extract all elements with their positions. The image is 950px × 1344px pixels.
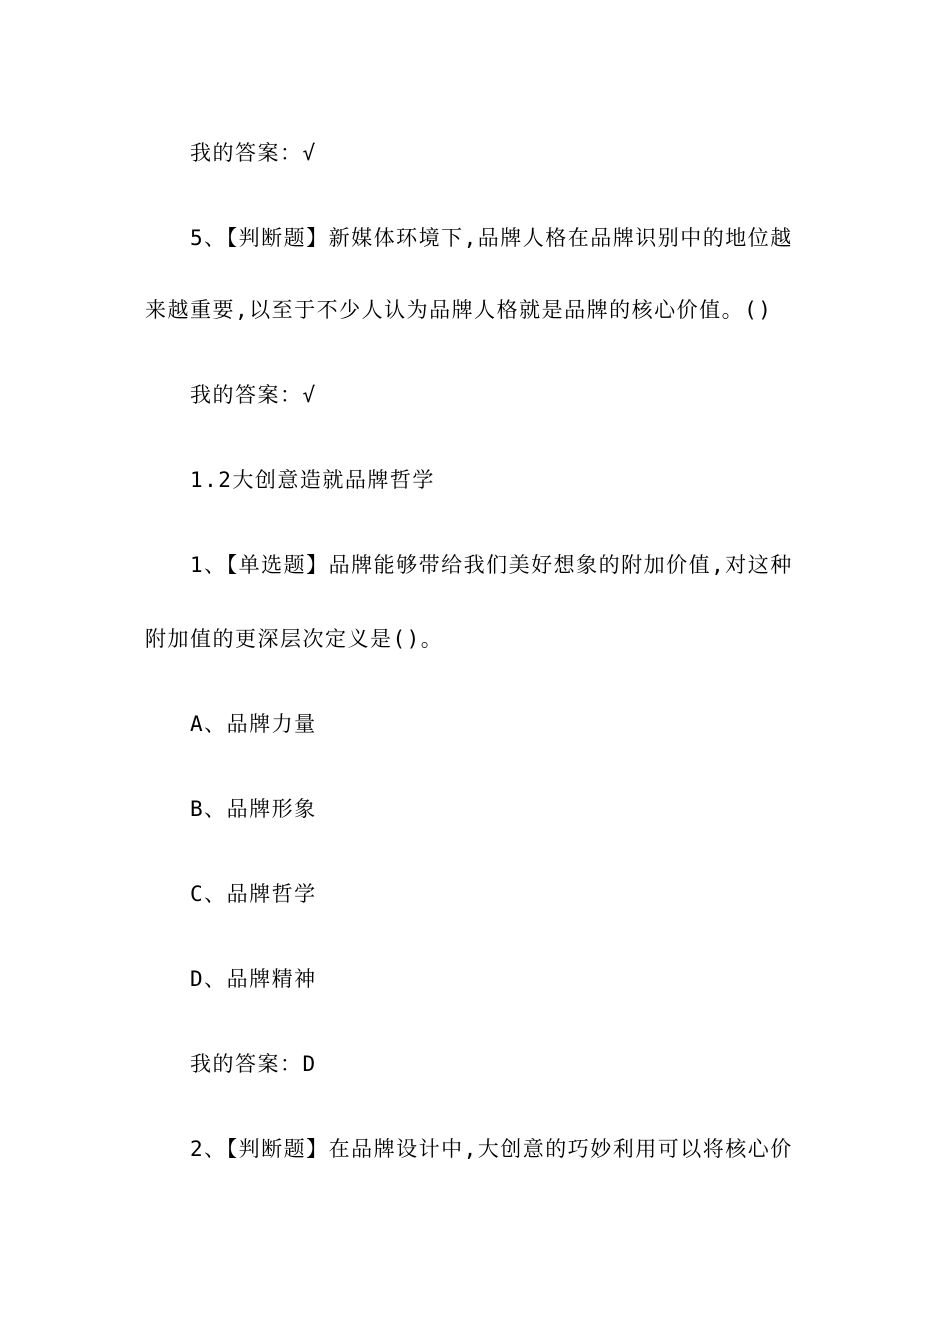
question-2-line-1: 2、【判断题】在品牌设计中,大创意的巧妙利用可以将核心价 <box>190 1137 793 1161</box>
answer-line: 我的答案：√ <box>190 141 317 165</box>
question-5-line-1: 5、【判断题】新媒体环境下,品牌人格在品牌识别中的地位越 <box>190 226 793 250</box>
option-c: C、品牌哲学 <box>190 882 317 906</box>
question-5-line-2: 来越重要,以至于不少人认为品牌人格就是品牌的核心价值。() <box>145 298 773 322</box>
option-a: A、品牌力量 <box>190 712 317 736</box>
question-1-line-2: 附加值的更深层次定义是()。 <box>145 627 444 651</box>
section-heading: 1.2大创意造就品牌哲学 <box>190 468 435 492</box>
answer-line: 我的答案：D <box>190 1052 317 1076</box>
option-b: B、品牌形象 <box>190 797 317 821</box>
option-d: D、品牌精神 <box>190 967 317 991</box>
answer-line: 我的答案：√ <box>190 383 317 407</box>
question-1-line-1: 1、【单选题】品牌能够带给我们美好想象的附加价值,对这种 <box>190 553 793 577</box>
